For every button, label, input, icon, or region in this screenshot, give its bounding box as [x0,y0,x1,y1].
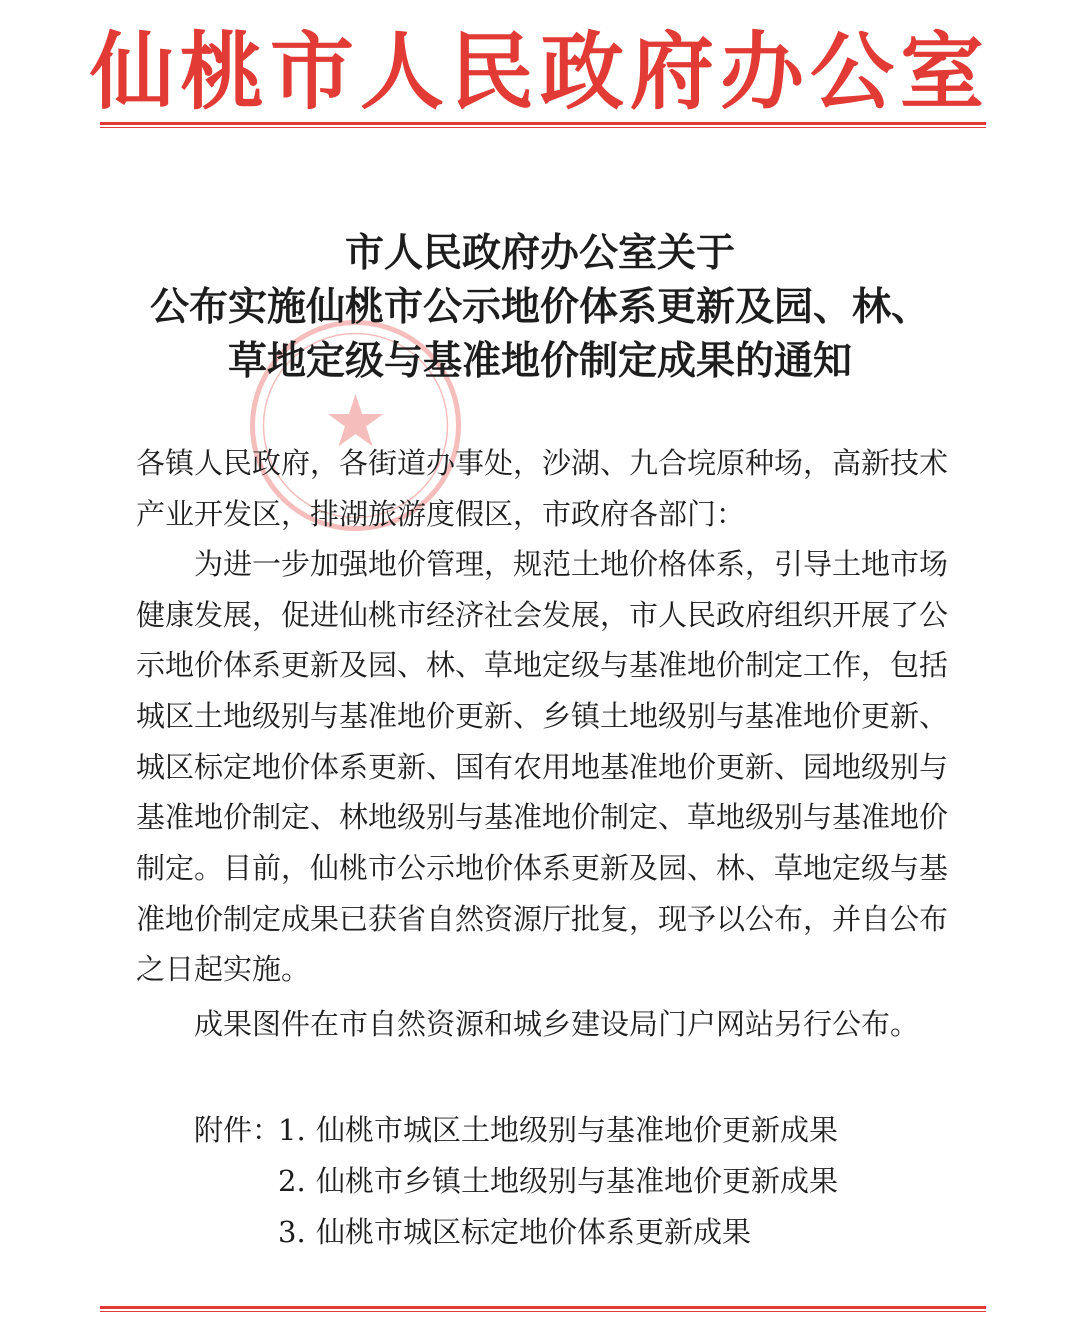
body-line-6: 基准地价制定、林地级别与基准地价制定、草地级别与基准地价 [136,800,949,834]
letterhead-top-rule [100,122,986,128]
body-line-5: 城区标定地价体系更新、国有农用地基准地价更新、园地级别与 [136,750,949,784]
addressee-line-1: 各镇人民政府，各街道办事处，沙湖、九合垸原种场，高新技术 [136,446,949,480]
document-title-line-2: 公布实施仙桃市公示地价体系更新及园、林、 [149,284,930,330]
addressee-line-2: 产业开发区，排湖旅游度假区，市政府各部门： [136,497,746,531]
document-title-line-3: 草地定级与基准地价制定成果的通知 [227,338,852,384]
body-line-8: 准地价制定成果已获省自然资源厅批复，现予以公布，并自公布 [136,902,949,936]
letterhead-org-name: 仙桃市人民政府办公室 [89,23,990,121]
attachment-number: 3. [278,1215,306,1249]
attachment-item: 仙桃市乡镇土地级别与基准地价更新成果 [316,1164,839,1198]
body-line-9: 之日起实施。 [136,952,311,986]
body-line-4: 城区土地级别与基准地价更新、乡镇土地级别与基准地价更新、 [136,699,949,733]
note-line: 成果图件在市自然资源和城乡建设局门户网站另行公布。 [194,1007,920,1041]
attachment-item: 仙桃市城区土地级别与基准地价更新成果 [316,1113,839,1147]
body-line-7: 制定。目前，仙桃市公示地价体系更新及园、林、草地定级与基 [136,851,949,885]
body-line-3: 示地价体系更新及园、林、草地定级与基准地价制定工作，包括 [136,648,949,682]
seal-star-glyph: ★ [323,379,388,463]
body-line-2: 健康发展，促进仙桃市经济社会发展，市人民政府组织开展了公 [136,598,949,632]
attachment-number: 2. [278,1164,306,1198]
attachment-item: 仙桃市城区标定地价体系更新成果 [316,1215,752,1249]
attachment-number: 1. [278,1113,306,1147]
attachments-label: 附件： [194,1113,282,1147]
document-title-line-1: 市人民政府办公室关于 [344,230,735,276]
body-line-1: 为进一步加强地价管理，规范土地价格体系，引导土地市场 [194,547,949,581]
footer-rule [100,1306,986,1312]
